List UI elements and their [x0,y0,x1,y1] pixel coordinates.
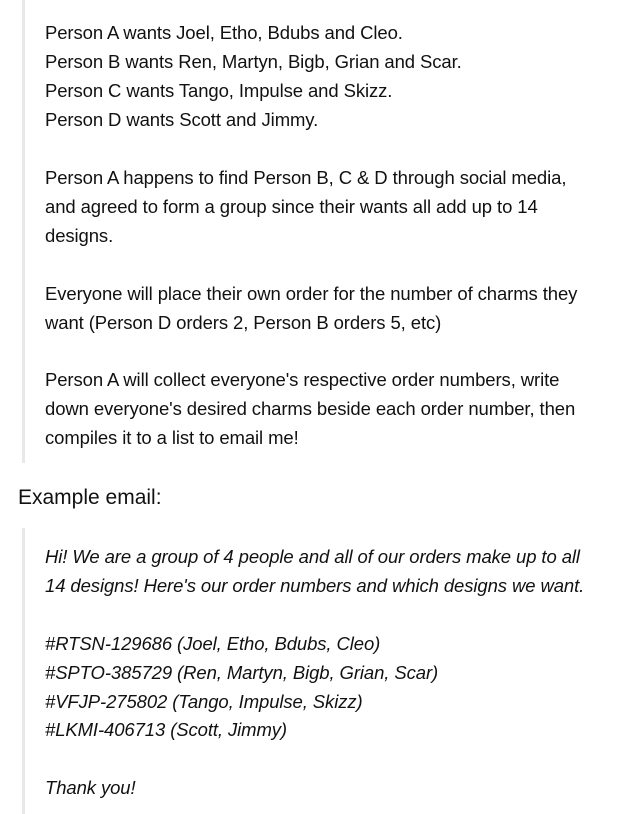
paragraph-line: and agreed to form a group since their wants all add up to 14 [45,196,538,217]
email-order-line: #VFJP-275802 (Tango, Impulse, Skizz) [45,691,363,712]
email-closing: Thank you! [45,777,136,798]
email-order-line: #RTSN-129686 (Joel, Etho, Bdubs, Cleo) [45,633,381,654]
email-intro-line: 14 designs! Here's our order numbers and which designs we want. [45,575,585,596]
person-d-wants: Person D wants Scott and Jimmy. [45,109,319,130]
paragraph-line: Person A will collect everyone's respective order numbers, write [45,369,560,390]
paragraph-line: Person A happens to find Person B, C & D through social media, [45,167,567,188]
paragraph-line: want (Person D orders 2, Person B orders 5, etc) [45,312,442,333]
email-order-line: #LKMI-406713 (Scott, Jimmy) [45,719,287,740]
example-email-heading: Example email: [18,486,162,509]
paragraph-line: Everyone will place their own order for the number of charms they [45,283,578,304]
person-a-wants: Person A wants Joel, Etho, Bdubs and Cleo. [45,22,403,43]
paragraph-line: down everyone's desired charms beside each order number, then [45,398,576,419]
email-order-line: #SPTO-385729 (Ren, Martyn, Bigb, Grian, Scar) [45,662,439,683]
person-c-wants: Person C wants Tango, Impulse and Skizz. [45,80,393,101]
paragraph-line: designs. [45,225,114,246]
person-b-wants: Person B wants Ren, Martyn, Bigb, Grian and Scar. [45,51,462,72]
email-intro-line: Hi! We are a group of 4 people and all of our orders make up to all [45,546,580,567]
paragraph-line: compiles it to a list to email me! [45,427,299,448]
